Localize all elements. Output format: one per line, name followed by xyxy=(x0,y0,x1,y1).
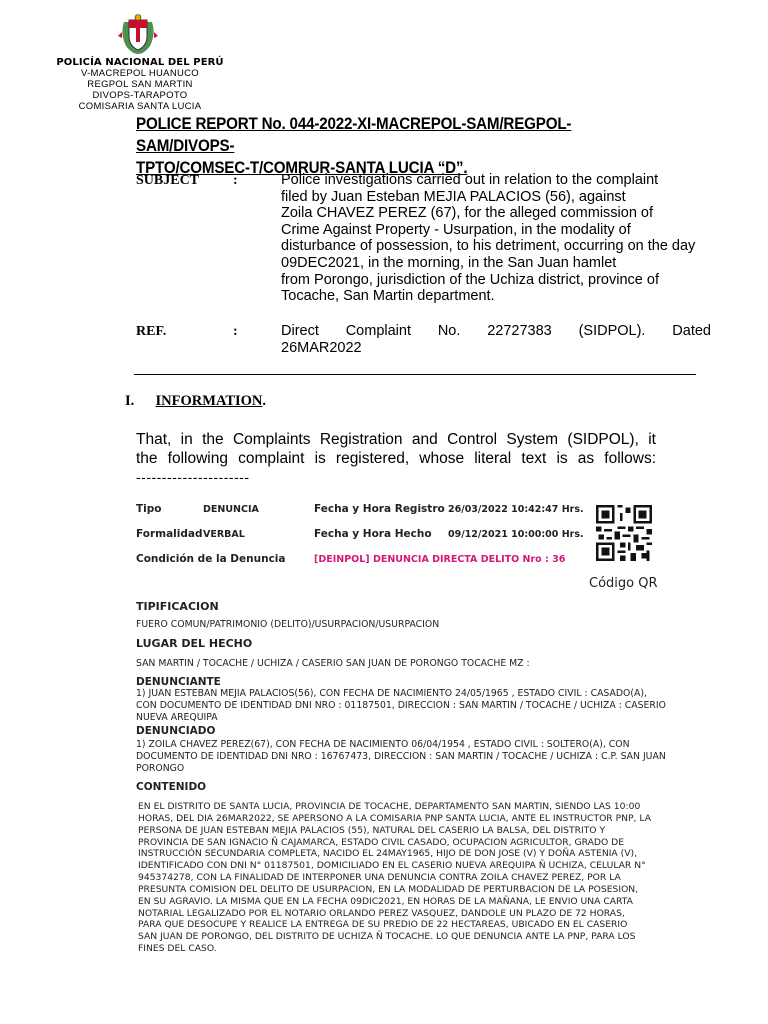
subject-colon: : xyxy=(233,173,238,188)
tipo-label: Tipo xyxy=(136,503,162,515)
denunciado-line: PORONGO xyxy=(136,762,185,774)
peru-police-crest-icon xyxy=(118,14,158,56)
lugar-heading: LUGAR DEL HECHO xyxy=(136,637,253,650)
registro-label: Fecha y Hora Registro xyxy=(314,503,445,515)
contenido-line: PRESUNTA COMISION DEL DELITO DE USURPACION, EN LA MODALIDAD DE PERTURBACION DE LA POSESION, xyxy=(138,883,639,895)
contenido-text xyxy=(138,801,694,955)
contenido-line: EN SU AGRAVIO. LA MISMA QUE EN LA FECHA 09DIC2021, EN HORAS DE LA MAÑANA, LE ENVIO UNA CARTA xyxy=(138,895,633,907)
contenido-line: IDENTIFICADO CON DNI N° 01187501, DOMICILIADO EN EL CASERIO NUEVA AREQUIPA Ñ UCHIZA, CELULAR N° xyxy=(138,860,646,872)
contenido-line: SAN JUAN DE PORONGO, DEL DISTRITO DE UCHIZA Ñ TOCACHE. LO QUE DENUNCIA ANTE LA PNP, PARA LOS xyxy=(138,931,636,943)
org-line-1: V-MACREPOL HUANUCO xyxy=(80,68,199,79)
subject-line: Police investigations carried out in relation to the complaint xyxy=(281,172,659,188)
tipificacion-heading: TIPIFICACION xyxy=(136,600,219,613)
subject-line: disturbance of possession, to his detriment, occurring on the day xyxy=(281,238,696,255)
subject-line: Tocache, San Martin department. xyxy=(281,288,495,305)
org-line-3: DIVOPS-TARAPOTO xyxy=(92,90,188,101)
org-line-2: REGPOL SAN MARTIN xyxy=(87,79,193,90)
organization-header xyxy=(40,57,240,112)
denunciante-heading: DENUNCIANTE xyxy=(136,676,221,688)
ref-label: REF. xyxy=(136,324,167,339)
contenido-line: INSTRUCCIÓN SECUNDARIA COMPLETA, NACIDO EL 24MAY1965, HIJO DE DON JOSE (V) Y DOÑA ASTENIA (V), xyxy=(138,848,637,860)
intro-line-1: That, in the Complaints Registration and Control System (SIDPOL), it xyxy=(136,431,656,448)
subject-line: Crime Against Property - Usurpation, in the modality of xyxy=(281,221,631,238)
hecho-label: Fecha y Hora Hecho xyxy=(314,528,432,540)
section-heading xyxy=(125,393,266,410)
report-title-line-2: TPTO/COMSEC-T/COMRUR-SANTA LUCIA “D”. xyxy=(136,159,468,177)
contenido-line: HORAS, DEL DIA 26MAR2022, SE APERSONO A LA COMISARIA PNP SANTA LUCIA, ANTE EL INSTRUCTOR PNP, LA xyxy=(138,812,652,824)
intro-line-2: the following complaint is registered, whose literal text is as follows: xyxy=(136,450,656,467)
denunciante-text xyxy=(136,688,706,723)
subject-text xyxy=(281,172,711,305)
tipificacion-text: FUERO COMUN/PATRIMONIO (DELITO)/USURPACION/USURPACION xyxy=(136,619,440,630)
denunciado-line: 1) ZOILA CHAVEZ PEREZ(67), CON FECHA DE NACIMIENTO 06/04/1954 , ESTADO CIVIL : SOLTERO(A), CON xyxy=(136,739,630,750)
denunciado-line: DOCUMENTO DE IDENTIDAD DNI NRO : 16767473, DIRECCION : SAN MARTIN / TOCACHE / UCHIZA : C.P. SAN JUAN xyxy=(136,750,666,762)
subject-line: filed by Juan Esteban MEJIA PALACIOS (56), against xyxy=(281,188,626,205)
dash-separator: ---------------------- xyxy=(136,469,250,485)
ref-text xyxy=(281,323,711,356)
ref-line-1: Direct Complaint No. 22727383 (SIDPOL). Dated xyxy=(281,323,711,339)
denunciante-line: NUEVA AREQUIPA xyxy=(136,711,218,723)
section-period: . xyxy=(262,393,267,409)
denunciado-heading: DENUNCIADO xyxy=(136,725,216,737)
denunciante-line: 1) JUAN ESTEBAN MEJIA PALACIOS(56), CON FECHA DE NACIMIENTO 24/05/1965 , ESTADO CIVIL : CASADO(A), xyxy=(136,688,647,699)
divider xyxy=(134,374,696,375)
ref-colon: : xyxy=(233,324,238,339)
organization-name: POLICÍA NACIONAL DEL PERÚ xyxy=(56,57,224,68)
formalidad-label: Formalidad xyxy=(136,528,203,540)
hecho-value: 09/12/2021 10:00:00 Hrs. xyxy=(448,529,584,540)
contenido-line: 945374278, CON LA FINALIDAD DE INTERPONER UNA DENUNCIA CONTRA ZOILA CHAVEZ PEREZ, POR LA xyxy=(138,872,621,884)
contenido-line: FINES DEL CASO. xyxy=(138,943,217,955)
contenido-heading: CONTENIDO xyxy=(136,781,207,793)
subject-line: from Porongo, jurisdiction of the Uchiza district, province of xyxy=(281,271,659,288)
subject-line: 09DEC2021, in the morning, in the San Juan hamlet xyxy=(281,254,617,271)
contenido-line: PARA QUE DESOCUPE Y REALICE LA ENTREGA DE SU PREDIO DE 22 HECTAREAS, UBICADO EN EL CASERIO xyxy=(138,919,628,931)
tipo-value: DENUNCIA xyxy=(203,504,259,515)
registro-value: 26/03/2022 10:42:47 Hrs. xyxy=(448,504,584,515)
ref-line-2: 26MAR2022 xyxy=(281,339,362,356)
qr-code-icon xyxy=(596,505,652,561)
contenido-line: EN EL DISTRITO DE SANTA LUCIA, PROVINCIA DE TOCACHE, DEPARTAMENTO SAN MARTIN, SIENDO LAS 10:00 xyxy=(138,801,641,812)
lugar-text: SAN MARTIN / TOCACHE / UCHIZA / CASERIO SAN JUAN DE PORONGO TOCACHE MZ : xyxy=(136,658,530,669)
qr-code-label: Código QR xyxy=(589,576,658,591)
contenido-line: PERSONA DE JUAN ESTEBAN MEJIA PALACIOS (55), NATURAL DEL CASERIO LA BALSA, DEL DISTRITO Y xyxy=(138,824,606,836)
denunciado-text xyxy=(136,739,706,774)
section-number: I. xyxy=(125,393,135,409)
report-title-line-1: POLICE REPORT No. 044-2022-XI-MACREPOL-SAM/REGPOL-SAM/DIVOPS- xyxy=(136,115,572,155)
contenido-line: NOTARIAL LEGALIZADO POR EL NOTARIO ORLANDO PEREZ VASQUEZ, DANDOLE UN PLAZO DE 72 HORAS, xyxy=(138,907,625,919)
report-title xyxy=(136,113,665,179)
intro-paragraph xyxy=(136,430,656,468)
condicion-value: [DEINPOL] DENUNCIA DIRECTA DELITO Nro : 36 xyxy=(314,554,566,565)
condicion-label: Condición de la Denuncia xyxy=(136,553,286,565)
subject-label: SUBJECT xyxy=(136,173,200,188)
section-title: INFORMATION xyxy=(155,393,263,409)
org-line-4: COMISARIA SANTA LUCIA xyxy=(78,101,202,112)
denunciante-line: CON DOCUMENTO DE IDENTIDAD DNI NRO : 01187501, DIRECCION : SAN MARTIN / TOCACHE / UCHIZA : CASERIO xyxy=(136,699,666,711)
contenido-line: PROVINCIA DE SAN IGNACIO Ñ CAJAMARCA, ESTADO CIVIL CASADO, OCUPACION AGRICULTOR, GRADO DE xyxy=(138,836,625,848)
formalidad-value: VERBAL xyxy=(203,529,245,540)
subject-line: Zoila CHAVEZ PEREZ (67), for the alleged commission of xyxy=(281,205,654,222)
